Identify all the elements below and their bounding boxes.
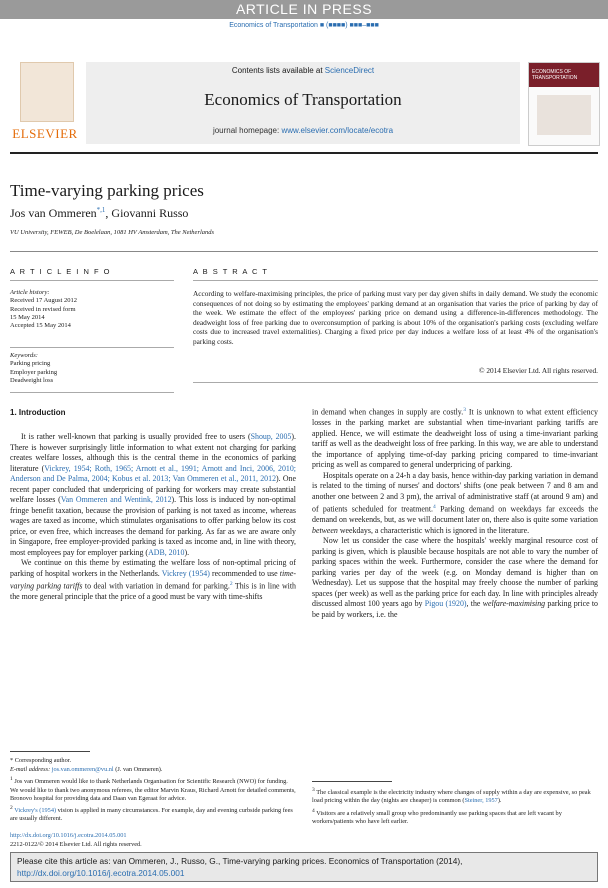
citation-link[interactable]: Pigou (1920) <box>424 599 467 609</box>
article-title: Time-varying parking prices <box>10 181 204 200</box>
history-label: Article history: <box>10 289 50 296</box>
author-list: Jos van Ommeren$^{*,1}$, Giovanni Russo <box>10 206 189 220</box>
footnote: $^3$ The classical example is the electricity industry where changes of supply within a day are expensive, so peak load pricing within the day (nights are cheaper) is common (Steiner, 1957). <box>312 787 591 805</box>
body-column-left <box>10 432 296 603</box>
citation-doi-link[interactable]: http://dx.doi.org/10.1016/j.ecotra.2014.05.001 <box>17 867 185 878</box>
footnote-rule <box>312 781 392 782</box>
citation-link[interactable]: Van Ommeren and Wentink, 2012 <box>60 495 172 504</box>
issn-line: 2212-0122/© 2014 Elsevier Ltd. All rights reserved. <box>10 840 142 848</box>
article-history <box>10 289 174 330</box>
contents-line: Contents lists available at ScienceDirect <box>231 66 375 75</box>
divider <box>10 392 174 393</box>
abstract-heading: A B S T R A C T <box>193 267 269 276</box>
cover-art <box>537 95 591 135</box>
footnote: $^2$ Vickrey's (1954) vision is applied in many circumstances. For example, day and evening curbside parking fees are usually different. <box>10 805 293 823</box>
section-heading: 1. Introduction <box>10 408 66 417</box>
elsevier-logo[interactable] <box>10 62 80 144</box>
footnote-corresponding: * Corresponding author. <box>10 757 72 764</box>
divider <box>193 382 598 383</box>
citation-link[interactable]: ADB, 2010 <box>148 547 185 557</box>
history-item: Received 17 August 2012 <box>10 297 77 305</box>
author-2[interactable]: Giovanni Russo <box>111 206 189 220</box>
history-item: Received in revised form <box>10 305 76 313</box>
affiliation: VU University, FEWEB, De Boelelaan, 1081 HV Amsterdam, The Netherlands <box>10 229 215 236</box>
tree-logo-icon <box>20 62 74 122</box>
divider <box>10 251 598 252</box>
citation-link[interactable]: Steiner, 1957 <box>464 797 498 805</box>
keywords-label: Keywords: <box>10 352 38 359</box>
keyword: Deadweight loss <box>10 376 54 384</box>
footnote: $^4$ Visitors are a relatively small group who predominantly use parking spaces that are left vacant by workers/patients who have left earlier. <box>312 807 562 825</box>
keywords <box>10 352 174 385</box>
copyright: © 2014 Elsevier Ltd. All rights reserved. <box>478 366 598 375</box>
footnote-rule <box>10 751 90 752</box>
header-rule <box>10 152 598 154</box>
history-item: 15 May 2014 <box>10 313 45 321</box>
author-1[interactable]: Jos van Ommeren <box>10 206 97 220</box>
homepage-link[interactable]: www.elsevier.com/locate/ecotra <box>281 126 394 135</box>
paragraph: We continue on this theme by estimating the welfare loss of non-optimal pricing of parking of hospital workers in the Netherlands. Vickrey (1954) recommended to use time-varying parking tariffs to deal with variation in demand for parking.$^2$ This is in line with the more general principle that the price of a good must be vary with time-shifts <box>10 558 297 602</box>
history-item: Accepted 15 May 2014 <box>10 322 71 330</box>
citation-link[interactable]: Shoup, 2005 <box>250 432 292 441</box>
paragraph: It is rather well-known that parking is usually provided free to users (Shoup, 2005). There is however surprisingly little information to what extent not charging for parking creates welfare losses, although this is the central theme in the economics of parking literature (Vickrey, 1954; Roth, 1965; Arnott et al., 1991; Arnott and Inci, 2006, 2010; Anderson and De Palma, 2004; Kobus et al. 2013; Van Ommeren et al., 2011, 2012). One recent paper concluded that underpricing of parking for workers may create substantial welfare losses (Van Ommeren and Wentink, 2012). This loss is induced by non-optimal fringe benefit taxation, because the provision of parking is not taxed as income, whereas wages are taxed as income, which stimulates organisations to offer parking below its cost price, or even free, which increases the demand for parking. As far as we are aware only in Singapore, free employer-provided parking is taxed as income and, in line with theory, most employees pay for employer parking (ADB, 2010). <box>10 432 296 557</box>
divider <box>10 347 174 348</box>
homepage-line: journal homepage: www.elsevier.com/locate/ecotra <box>212 126 394 135</box>
footnote-ref[interactable]: 2 <box>229 581 233 587</box>
cover-title: ECONOMICS OF TRANSPORTATION <box>532 69 578 81</box>
footnotes-right <box>312 786 598 827</box>
citation-box: Please cite this article as: van Ommeren, J., Russo, G., Time-varying parking prices. Economics of Transportation (2014), http://dx.doi.org/10.1016/j.ecotra.2014.05.001 <box>10 852 598 882</box>
divider <box>10 280 174 281</box>
doi-link[interactable]: http://dx.doi.org/10.1016/j.ecotra.2014.05.001 <box>10 831 127 839</box>
footnote-ref[interactable]: 3 <box>463 407 466 413</box>
footnote-email: E-mail address: jos.van.ommeren@vu.nl (J. van Ommeren). <box>10 766 163 774</box>
article-in-press-banner: ARTICLE IN PRESS <box>0 0 608 19</box>
paragraph: Now let us consider the case where the hospitals' weekly marginal resource cost of parking is given, which is plausible because hospitals are not able to vary the number of parking spaces within the week. Furthermore, consider the case where the demand for parking varies per day of the week (e.g. on Monday demand is higher than on Wednesday). Let us suppose that the hospital may freely choose the number of parking spaces (per week) as well as the parking price for each day. In line with principles already discussed almost 100 years ago by Pigou (1920), the welfare-maximising parking price to be paid by workers, i.e. the <box>312 536 598 619</box>
citation-link[interactable]: Vickrey's (1954) <box>14 807 57 815</box>
sciencedirect-link[interactable]: ScienceDirect <box>324 66 375 75</box>
footnote: $^1$ Jos van Ommeren would like to thank Netherlands Organisation for Scientific Research (NWO) for funding. We would like to thank two anonymous referees, the editor Marvin Kraus, Richard Arnott for detailed comments, Bronovo hospital for providing data and Daan van Egeraat for advice. <box>10 776 296 802</box>
journal-title: Economics of Transportation <box>204 90 402 109</box>
divider <box>193 280 598 281</box>
body-column-right <box>312 405 598 620</box>
footnote-ref[interactable]: 4 <box>432 504 436 511</box>
journal-cover-thumbnail[interactable] <box>528 62 600 146</box>
author-1-marks[interactable]: *,1 <box>96 206 106 214</box>
publisher-logo-text: ELSEVIER <box>12 126 78 141</box>
article-info-heading: A R T I C L E I N F O <box>10 267 111 276</box>
abstract-text: According to welfare-maximising principles, the price of parking must vary per day given shifts in daily demand. We study the economic consequences of not doing so by estimating the employees' parking demand at an organisation that varies the price of parking by day of the week. We estimate the effect of the employees' parking price on demand using a difference-in-differences methodology. The deadweight loss of free parking due to overconsumption of parking is about 10% of the organisation's parking costs (excluding welfare costs due to increased travel externalities). Charging a fixed price per day induces a welfare loss of at least 4% of the organisation's parking costs. <box>193 289 598 346</box>
keyword: Employer parking <box>10 368 58 376</box>
keyword: Parking pricing <box>10 360 51 368</box>
citation-link[interactable]: Vickrey, 1954; Roth, 1965; Arnott et al., 1991; Arnott and Inci, 2006, 2010; Anderson and De Palma, 2004; Kobus et al. 2013; Van Ommeren et al., 2011, 2012 <box>10 463 296 483</box>
doi <box>10 832 296 840</box>
footnotes-left <box>10 757 296 850</box>
paragraph: Hospitals operate on a 24-h a day basis, hence within-day parking variation in demand is related to the timing of nurses' and doctors' shifts (one peak between 7 and 8 am and another one between 2 and 3 pm), the arrival of administrative staff (at around 9 am) and of patients scheduled for treatment.$^4$ Parking demand on weekdays far exceeds the demand on weekends, but, as we will document later on, there also is quite some variation between weekdays, a characteristic which is ignored in the literature. <box>312 470 598 535</box>
citation-link[interactable]: Vickrey (1954) <box>161 568 210 578</box>
paragraph: in demand when changes in supply are costly.$^3$ It is unknown to what extent efficiency losses in the parking market are substantial when time-invariant parking tariffs are applied. Hence, we will estimate the deadweight loss of using a time-invariant parking tariff as well as the deadweight loss of free parking. In this way, we are able to understand the importance of applying time-of-day parking pricing compared to time-invariant pricing as well as compared to general underpricing of parking. <box>312 407 598 470</box>
email-link[interactable]: jos.van.ommeren@vu.nl <box>51 766 114 774</box>
journal-reference[interactable]: Economics of Transportation ■ (■■■■) ■■■–■■■ <box>229 22 379 29</box>
